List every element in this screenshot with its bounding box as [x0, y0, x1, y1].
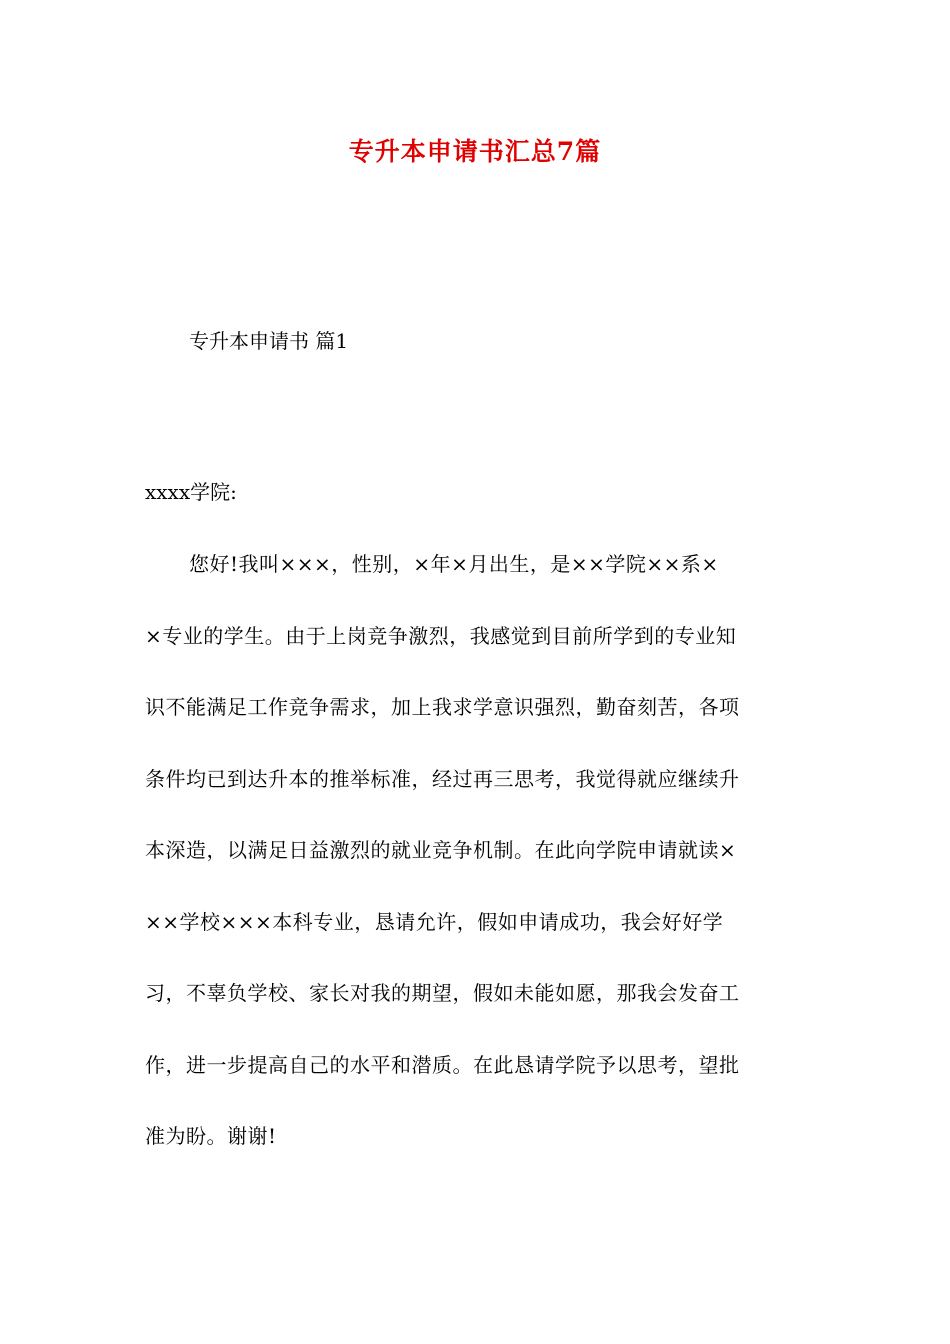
body-line: 习，不辜负学校、家长对我的期望，假如未能如愿，那我会发奋工: [145, 981, 740, 1005]
body-line: ×专业的学生。由于上岗竞争激烈，我感觉到目前所学到的专业知: [145, 623, 737, 648]
body-line: 您好!我叫×××，性别，×年×月出生，是××学院××系×: [189, 552, 719, 576]
section-heading: 专升本申请书 篇1: [189, 329, 349, 353]
document-title: 专升本申请书汇总7篇: [348, 137, 602, 166]
letter-body: [145, 546, 805, 1190]
salutation: xxxx学院:: [145, 480, 237, 504]
body-line: 识不能满足工作竞争需求，加上我求学意识强烈，勤奋刻苦，各项: [145, 695, 740, 719]
body-line: 准为盼。谢谢!: [145, 1124, 277, 1148]
body-line: 作，进一步提高自己的水平和潜质。在此恳请学院予以思考，望批: [145, 1052, 740, 1077]
body-line: 条件均已到达升本的推举标准，经过再三思考，我觉得就应继续升: [145, 766, 740, 791]
body-line: ××学校×××本科专业，恳请允许，假如申请成功，我会好好学: [145, 909, 724, 934]
body-line: 本深造，以满足日益激烈的就业竞争机制。在此向学院申请就读×: [145, 838, 737, 862]
